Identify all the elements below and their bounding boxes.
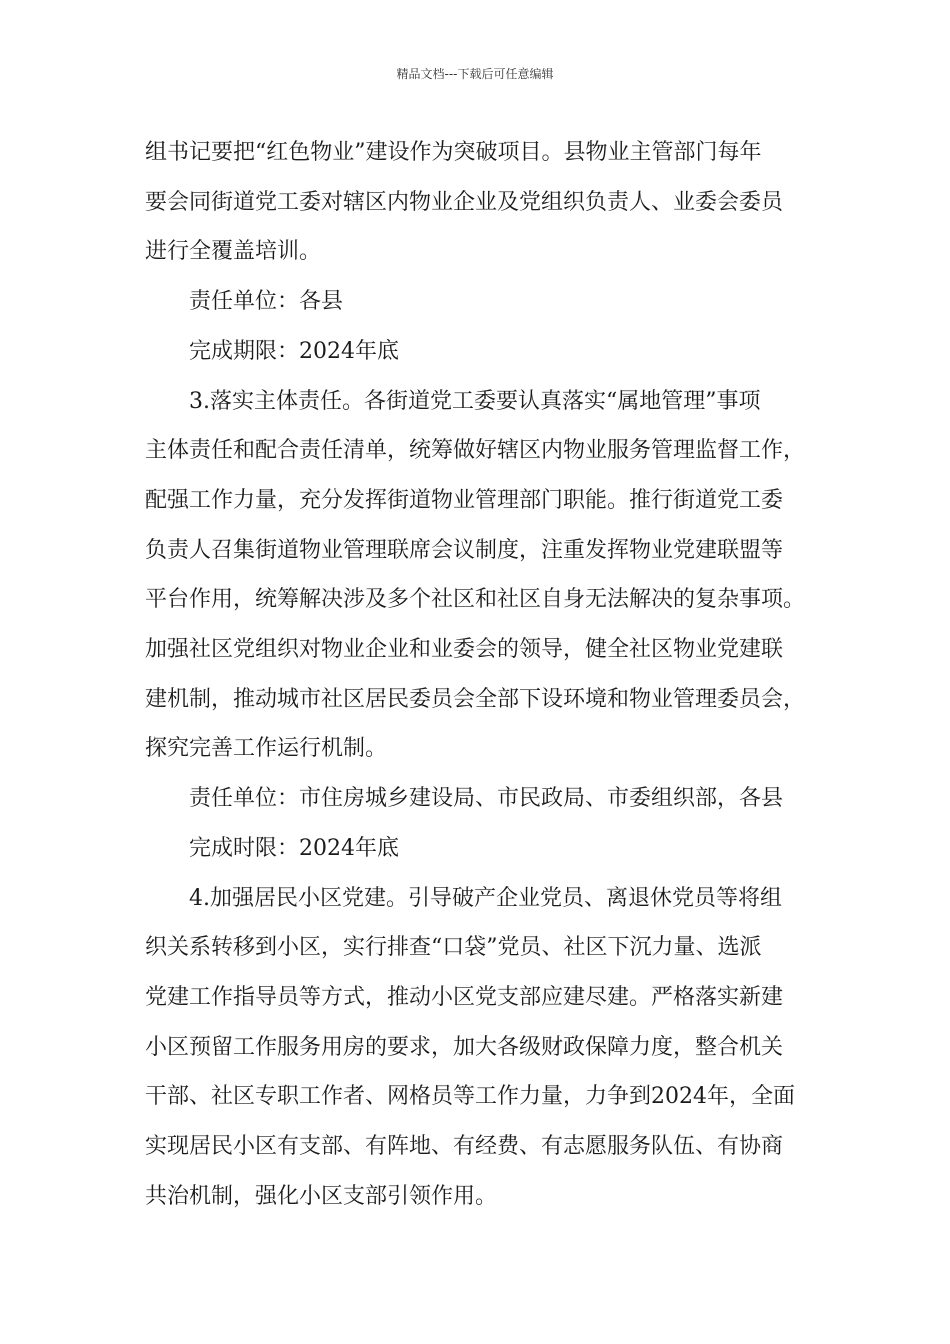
text-line: 组书记要把“红色物业”建设作为突破项目。县物业主管部门每年 xyxy=(145,140,762,165)
text-line: 干部、社区专职工作者、网格员等工作力量，力争到2024年，全面 xyxy=(145,1084,795,1110)
text-line: 加强社区党组织对物业企业和业委会的领导，健全社区物业党建联 xyxy=(145,637,784,663)
section-3-heading-line: 3.落实主体责任。各街道党工委要认真落实“属地管理”事项 xyxy=(189,388,761,414)
text-line: 党建工作指导员等方式，推动小区党支部应建尽建。严格落实新建 xyxy=(145,984,784,1010)
text-line: 要会同街道党工委对辖区内物业企业及党组织负责人、业委会委员 xyxy=(145,189,784,215)
text-line: 建机制，推动城市社区居民委员会全部下设环境和物业管理委员会， xyxy=(145,686,806,712)
text-line: 负责人召集街道物业管理联席会议制度，注重发挥物业党建联盟等 xyxy=(145,537,784,563)
deadline-line: 完成期限：2024年底 xyxy=(189,338,399,364)
text-line: 主体责任和配合责任清单，统筹做好辖区内物业服务管理监督工作， xyxy=(145,438,806,464)
text-line: 小区预留工作服务用房的要求，加大各级财政保障力度，整合机关 xyxy=(145,1034,784,1060)
section-4-heading-line: 4.加强居民小区党建。引导破产企业党员、离退休党员等将组 xyxy=(189,885,782,911)
text-line: 进行全覆盖培训。 xyxy=(145,239,322,265)
text-line: 实现居民小区有支部、有阵地、有经费、有志愿服务队伍、有协商 xyxy=(145,1134,784,1160)
text-line: 共治机制，强化小区支部引领作用。 xyxy=(145,1183,498,1209)
text-line: 织关系转移到小区，实行排查“口袋”党员、社区下沉力量、选派 xyxy=(145,935,762,961)
responsible-unit-line: 责任单位：各县 xyxy=(189,289,344,315)
page-header: 精品文档---下载后可任意编辑 xyxy=(396,67,554,81)
responsible-unit-line: 责任单位：市住房城乡建设局、市民政局、市委组织部，各县 xyxy=(189,786,784,812)
document-body xyxy=(145,128,825,1221)
deadline-line: 完成时限：2024年底 xyxy=(189,835,399,861)
text-line: 平台作用，统筹解决涉及多个社区和社区自身无法解决的复杂事项。 xyxy=(145,587,806,613)
text-line: 探究完善工作运行机制。 xyxy=(145,736,388,762)
text-line: 配强工作力量，充分发挥街道物业管理部门职能。推行街道党工委 xyxy=(145,487,784,513)
